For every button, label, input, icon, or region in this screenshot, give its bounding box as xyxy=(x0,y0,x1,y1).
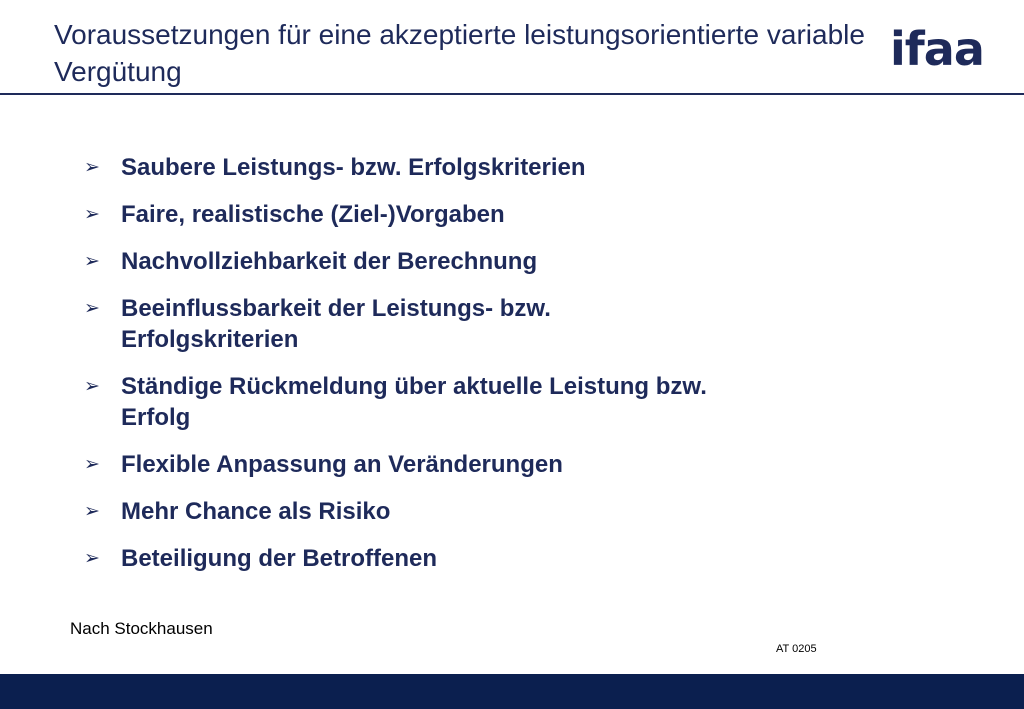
list-item-text: Beeinflussbarkeit der Leistungs- bzw. Erfolgskriterien xyxy=(121,295,551,353)
list-item xyxy=(84,246,784,277)
arrow-bullet-icon: ➢ xyxy=(84,548,100,569)
arrow-bullet-icon: ➢ xyxy=(84,251,100,272)
list-item-text: Ständige Rückmeldung über aktuelle Leistung bzw. Erfolg xyxy=(121,373,707,431)
arrow-bullet-icon: ➢ xyxy=(84,501,100,522)
arrow-bullet-icon: ➢ xyxy=(84,454,100,475)
list-item xyxy=(84,199,784,230)
slide-title: Voraussetzungen für eine akzeptierte leistungsorientierte variable Vergütung xyxy=(54,19,865,87)
list-item-text: Beteiligung der Betroffenen xyxy=(121,545,438,572)
list-item-text: Saubere Leistungs- bzw. Erfolgskriterien xyxy=(121,154,586,181)
list-item xyxy=(84,496,784,527)
ifaa-logo: ifaa xyxy=(890,22,984,76)
list-item-text: Flexible Anpassung an Veränderungen xyxy=(121,451,563,478)
slide-code: AT 0205 xyxy=(776,643,817,655)
list-item xyxy=(84,152,784,183)
arrow-bullet-icon: ➢ xyxy=(84,157,100,178)
list-item xyxy=(84,449,784,480)
arrow-bullet-icon: ➢ xyxy=(84,204,100,225)
list-item xyxy=(84,293,784,355)
list-item-text: Mehr Chance als Risiko xyxy=(121,498,391,525)
criteria-list xyxy=(84,152,784,590)
list-item-text: Faire, realistische (Ziel-)Vorgaben xyxy=(121,201,505,228)
list-item xyxy=(84,543,784,574)
footer-bar xyxy=(0,674,1024,709)
source-note: Nach Stockhausen xyxy=(70,619,213,638)
list-item xyxy=(84,371,784,433)
arrow-bullet-icon: ➢ xyxy=(84,298,100,319)
header-divider xyxy=(0,93,1024,95)
list-item-text: Nachvollziehbarkeit der Berechnung xyxy=(121,248,538,275)
arrow-bullet-icon: ➢ xyxy=(84,376,100,397)
